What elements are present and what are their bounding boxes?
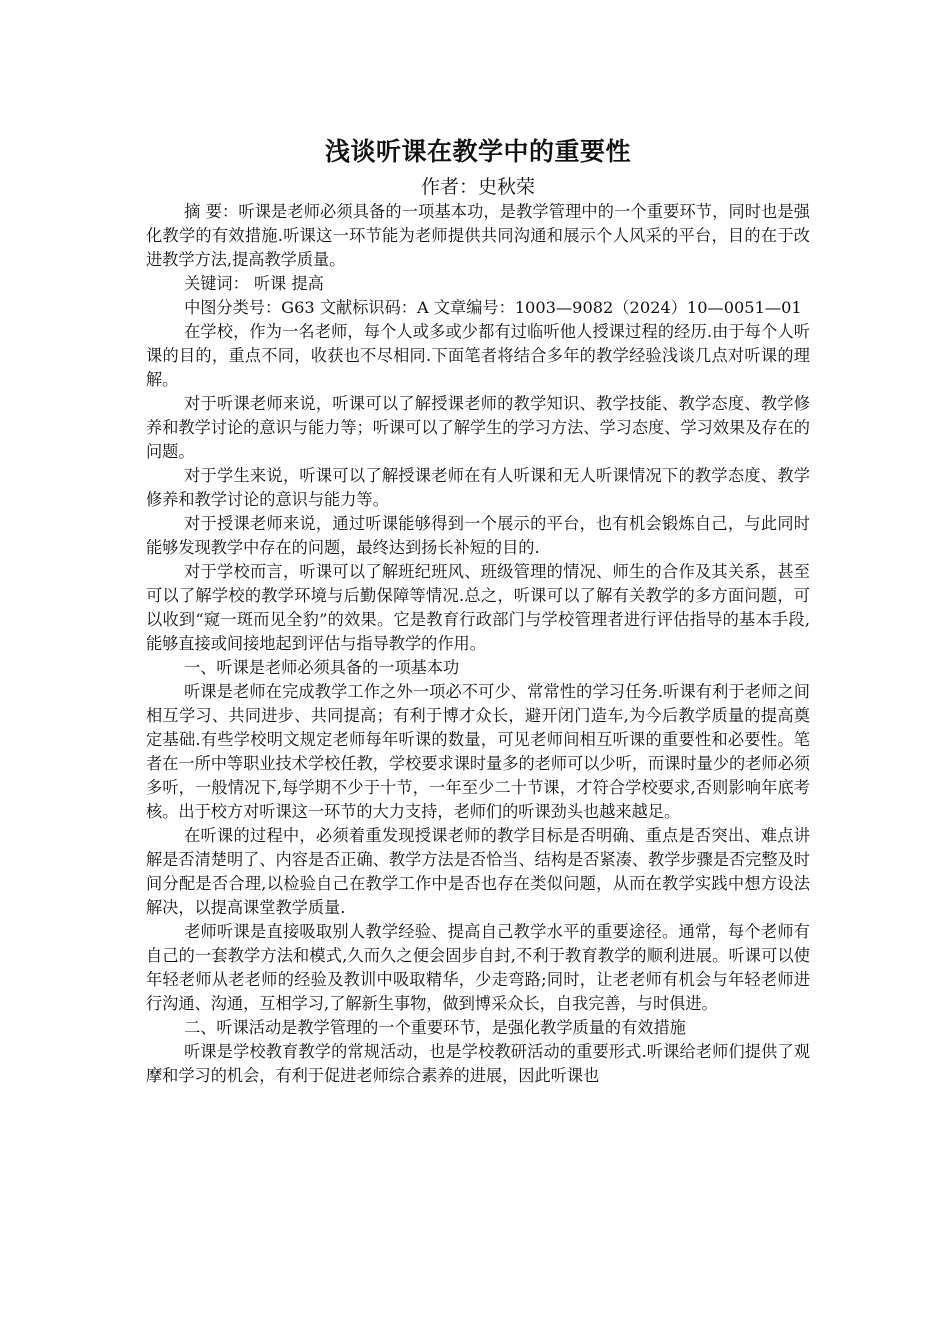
section-heading-2: 二、听课活动是教学管理的一个重要环节，是强化教学质量的有效措施	[184, 1018, 686, 1037]
body-paragraph: 在学校，作为一名老师，每个人或多或少都有过临听他人授课过程的经历.由于每个人听课的目的，重点不同，收获也不尽相同.下面笔者将结合多年的教学经验浅谈几点对听课的理解。	[146, 322, 810, 389]
document-body	[146, 200, 810, 1088]
section-heading-1: 一、听课是老师必须具备的一项基本功	[184, 658, 460, 677]
body-paragraph: 对于听课老师来说，听课可以了解授课老师的教学知识、教学技能、教学态度、教学修养和教学讨论的意识与能力等；听课可以了解学生的学习方法、学习态度、学习效果及存在的问题。	[146, 394, 810, 461]
classification-line: 中图分类号：G63 文献标识码：A 文章编号：1003—9082（2024）10—0051—01	[184, 298, 802, 317]
body-paragraph: 对于学生来说，听课可以了解授课老师在有人听课和无人听课情况下的教学态度、教学修养和教学讨论的意识与能力等。	[146, 466, 810, 509]
body-paragraph: 老师听课是直接吸取别人教学经验、提高自己教学水平的重要途径。通常，每个老师有自己的一套教学方法和模式,久而久之便会固步自封,不利于教育教学的顺利进展。听课可以使年轻老师从老老师的经验及教训中吸取精华，少走弯路;同时，让老老师有机会与年轻老师进行沟通、沟通，互相学习,了解新生事物，做到博采众长，自我完善，与时俱进。	[146, 922, 810, 1013]
document-title: 浅谈听课在教学中的重要性	[324, 137, 631, 166]
abstract-paragraph: 摘 要：听课是老师必须具备的一项基本功，是教学管理中的一个重要环节，同时也是强化教学的有效措施.听课这一环节能为老师提供共同沟通和展示个人风采的平台，目的在于改进教学方法,提高教学质量。	[146, 202, 810, 269]
body-paragraph: 听课是学校教育教学的常规活动，也是学校教研活动的重要形式.听课给老师们提供了观摩和学习的机会，有利于促进老师综合素养的进展，因此听课也	[146, 1042, 810, 1085]
document-author: 作者：史秋荣	[420, 176, 535, 198]
body-paragraph: 听课是老师在完成教学工作之外一项必不可少、常常性的学习任务.听课有利于老师之间相互学习、共同进步、共同提高；有利于博才众长，避开闭门造车,为今后教学质量的提高奠定基础.有些学校明文规定老师每年听课的数量，可见老师间相互听课的重要性和必要性。笔者在一所中等职业技术学校任教，学校要求课时量多的老师可以少听，而课时量少的老师必须多听，一般情况下,每学期不少于十节，一年至少二十节课，才符合学校要求,否则影响年底考核。出于校方对听课这一环节的大力支持，老师们的听课劲头也越来越足。	[146, 682, 810, 821]
body-paragraph: 对于授课老师来说，通过听课能够得到一个展示的平台，也有机会锻炼自己，与此同时能够发现教学中存在的问题，最终达到扬长补短的目的.	[146, 514, 810, 557]
body-paragraph: 在听课的过程中，必须着重发现授课老师的教学目标是否明确、重点是否突出、难点讲解是否清楚明了、内容是否正确、教学方法是否恰当、结构是否紧凑、教学步骤是否完整及时间分配是否合理,以检验自己在教学工作中是否也存在类似问题，从而在教学实践中想方设法解决，以提高课堂教学质量.	[146, 826, 810, 917]
body-paragraph: 对于学校而言，听课可以了解班纪班风、班级管理的情况、师生的合作及其关系，甚至可以了解学校的教学环境与后勤保障等情况.总之，听课可以了解有关教学的多方面问题，可以收到“窥一斑而见全豹”的效果。它是教育行政部门与学校管理者进行评估指导的基本手段,能够直接或间接地起到评估与指导教学的作用。	[146, 562, 810, 653]
keywords-line: 关键词： 听课 提高	[184, 274, 324, 293]
document-page	[146, 134, 810, 1088]
